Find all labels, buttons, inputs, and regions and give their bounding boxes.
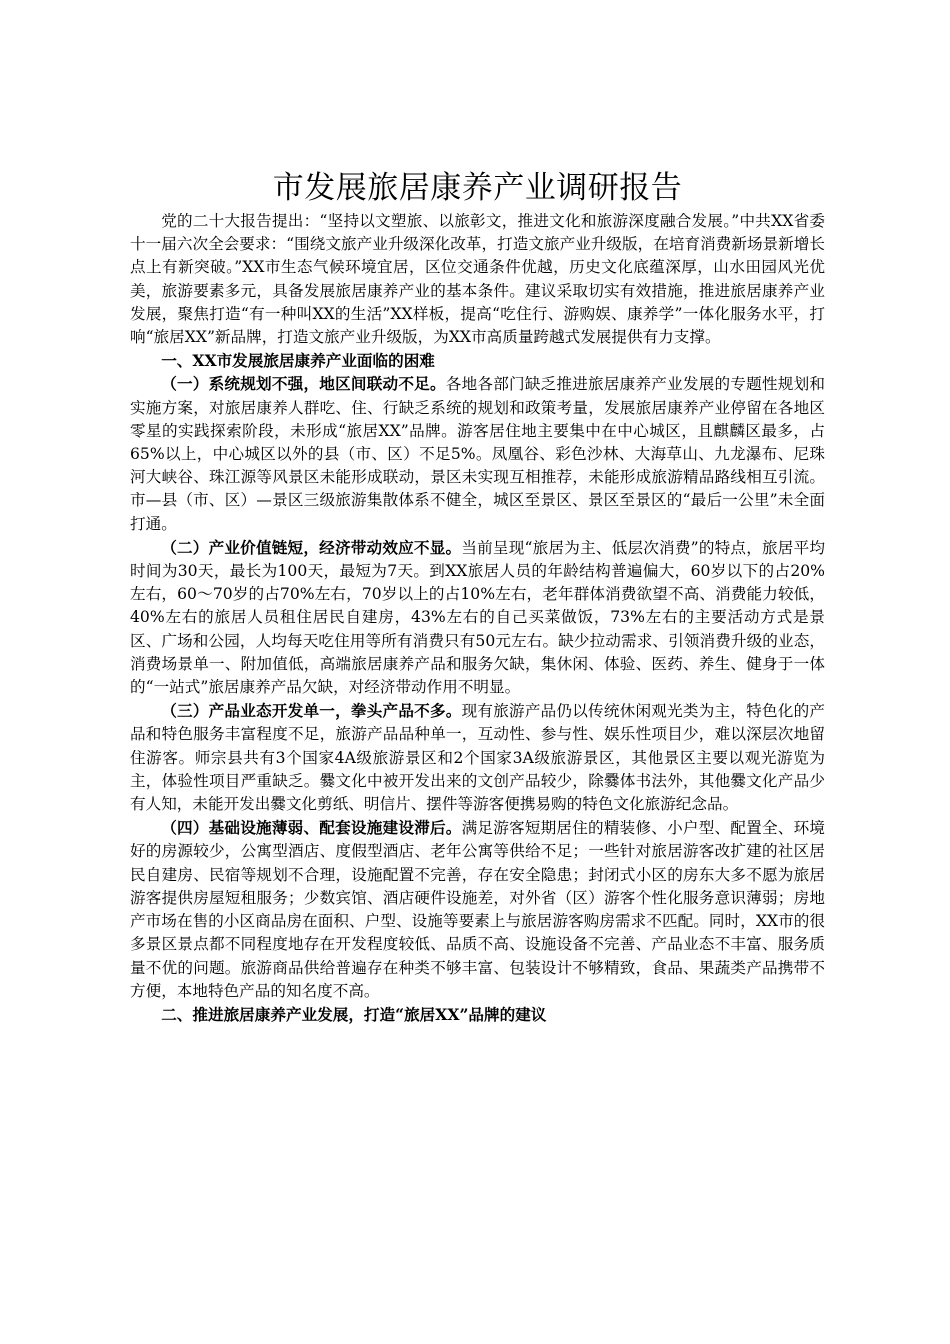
item-2-body: 当前呈现“旅居为主、低层次消费”的特点，旅居平均时间为30天，最长为100天，最短为7天。到XX旅居人员的年龄结构普遍偏大，60岁以下的占20%左右，60～70岁的占70%左右，70岁以上的占10%左右，老年群体消费欲望不高、消费能力较低，40%左右的旅居人员租住居民自建房，43%左右的自己买菜做饭，73%左右的主要活动方式是景区、广场和公园，人均每天吃住用等所有消费只有50元左右。缺少拉动需求、引领消费升级的业态，消费场景单一、附加值低，高端旅居康养产品和服务欠缺，集休闲、体验、医药、养生、健身于一体的“一站式”旅居康养产品欠缺，对经济带动作用不明显。 — [130, 538, 825, 697]
document-page — [130, 168, 825, 1026]
item-1-lead: （一）系统规划不强，地区间联动不足。 — [161, 374, 446, 394]
document-title: 市发展旅居康养产业调研报告 — [272, 170, 683, 206]
item-2-paragraph — [130, 536, 825, 699]
section-2-heading: 二、推进旅居康养产业发展，打造“旅居XX”品牌的建议 — [161, 1004, 547, 1024]
section-1-heading: 一、XX市发展旅居康养产业面临的困难 — [161, 351, 435, 371]
item-1-body: 各地各部门缺乏推进旅居康养产业发展的专题性规划和实施方案，对旅居康养人群吃、住、行缺乏系统的规划和政策考量，发展旅居康养产业停留在各地区零星的实践探索阶段，未形成“旅居XX”品牌。游客居住地主要集中在中心城区，且麒麟区最多，占65%以上，中心城区以外的县（市、区）不足5%。凤凰谷、彩色沙林、大海草山、九龙瀑布、尼珠河大峡谷、珠江源等风景区未能形成联动，景区未实现互相推荐，未能形成旅游精品路线相互引流。市—县（市、区）—景区三级旅游集散体系不健全，城区至景区、景区至景区的“最后一公里”未全面打通。 — [130, 375, 825, 533]
item-3-body: 现有旅游产品仍以传统休闲观光类为主，特色化的产品和特色服务丰富程度不足，旅游产品品种单一，互动性、参与性、娱乐性项目少，难以深层次地留住游客。师宗县共有3个国家4A级旅游景区和2个国家3A级旅游景区，其他景区主要以观光游览为主，体验性项目严重缺乏。爨文化中被开发出来的文创产品较少，除爨体书法外，其他爨文化产品少有人知，未能开发出爨文化剪纸、明信片、摆件等游客便携易购的特色文化旅游纪念品。 — [130, 702, 825, 814]
item-2-lead: （二）产业价值链短，经济带动效应不显。 — [161, 537, 462, 557]
item-3-paragraph — [130, 699, 825, 816]
intro-paragraph: 党的二十大报告提出：“坚持以文塑旅、以旅彰文，推进文化和旅游深度融合发展。”中共XX省委十一届六次全会要求：“围绕文旅产业升级深化改革，打造文旅产业升级版，在培育消费新场景新增长点上有新突破。”XX市生态气候环境宜居，区位交通条件优越，历史文化底蕴深厚，山水田园风光优美，旅游要素多元，具备发展旅居康养产业的基本条件。建议采取切实有效措施，推进旅居康养产业发展，聚焦打造“有一种叫XX的生活”XX样板，提高“吃住行、游购娱、康养学”一体化服务水平，打响“旅居XX”新品牌，打造文旅产业升级版，为XX市高质量跨越式发展提供有力支撑。 — [130, 212, 825, 347]
item-4-lead: （四）基础设施薄弱、配套设施建设滞后。 — [161, 818, 462, 838]
item-4-paragraph — [130, 816, 825, 1003]
item-1-paragraph — [130, 372, 825, 535]
item-3-lead: （三）产品业态开发单一，拳头产品不多。 — [161, 701, 462, 721]
item-4-body: 满足游客短期居住的精装修、小户型、配置全、环境好的房源较少，公寓型酒店、度假型酒店、老年公寓等供给不足；一些针对旅居游客改扩建的社区居民自建房、民宿等规划不合理，设施配置不完善，存在安全隐患；封闭式小区的房东大多不愿为旅居游客提供房屋短租服务；少数宾馆、酒店硬件设施差，对外省（区）游客个性化服务意识薄弱；房地产市场在售的小区商品房在面积、户型、设施等要素上与旅居游客购房需求不匹配。同时，XX市的很多景区景点都不同程度地存在开发程度较低、品质不高、设施设备不完善、产品业态不丰富、服务质量不优的问题。旅游商品供给普遍存在种类不够丰富、包装设计不够精致，食品、果蔬类产品携带不方便，本地特色产品的知名度不高。 — [130, 819, 825, 1000]
